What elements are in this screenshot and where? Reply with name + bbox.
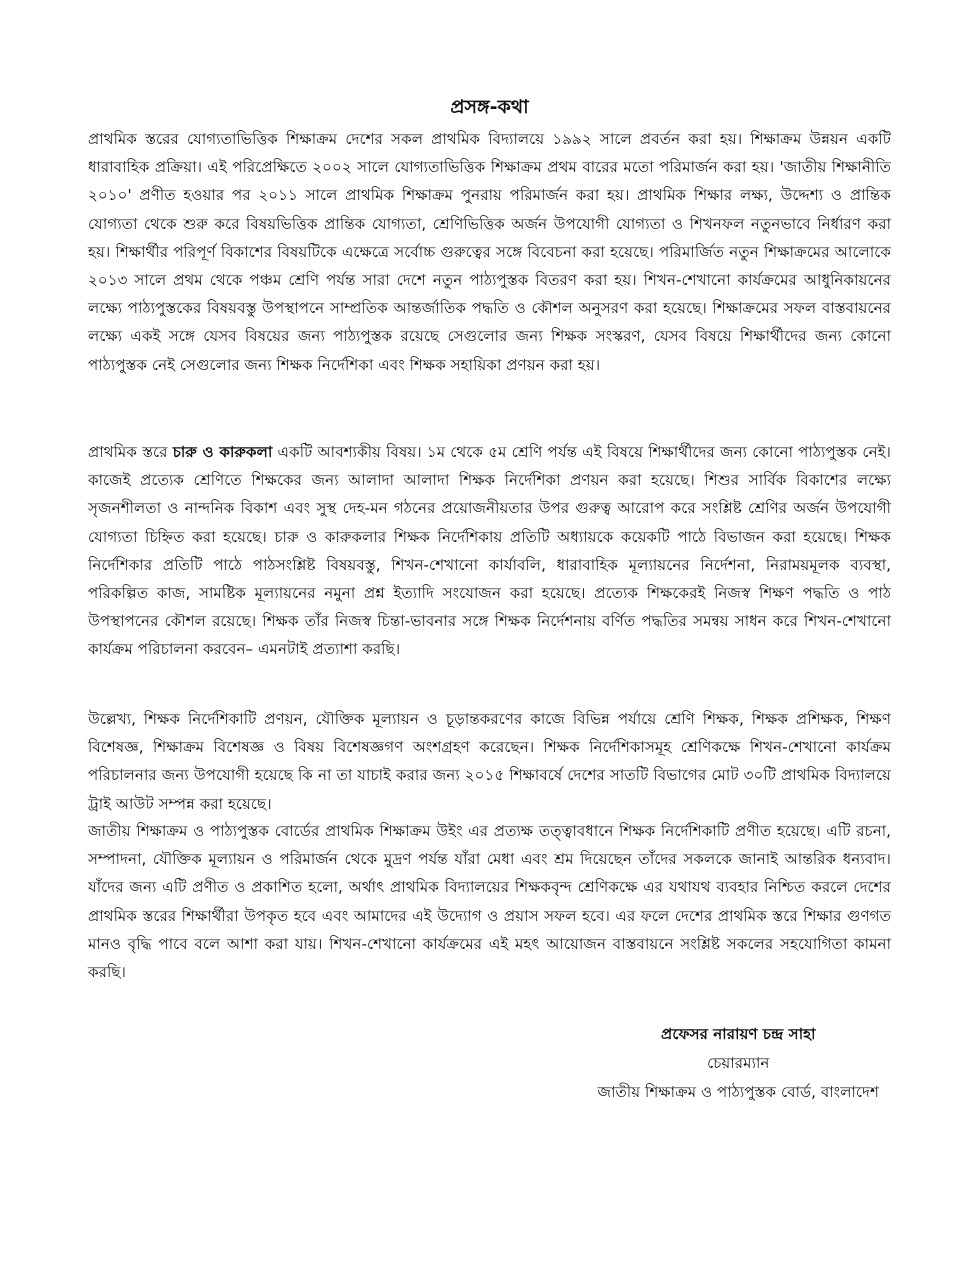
paragraph-2: [88, 438, 891, 664]
paragraph-3: উল্লেখ্য, শিক্ষক নির্দেশিকাটি প্রণয়ন, যৌক্তিক মূল্যায়ন ও চূড়ান্তকরণের কাজে বিভিন্ন পর্যায়ে শ্রেণি শিক্ষক, শিক্ষক প্রশিক্ষক, শিক্ষণ বিশেষজ্ঞ, শিক্ষাক্রম বিশেষজ্ঞ ও বিষয় বিশেষজ্ঞগণ অংশগ্রহণ করেছেন। শিক্ষক নির্দেশিকাসমূহ শ্রেণিকক্ষে শিখন-শেখানো কার্যক্রম পরিচালনার জন্য উপযোগী হয়েছে কি না তা যাচাই করার জন্য ২০১৫ শিক্ষাবর্ষে দেশের সাতটি বিভাগের মোট ৩০টি প্রাথমিক বিদ্যালয়ে ট্রাই আউট সম্পন্ন করা হয়েছে।: [88, 710, 891, 813]
paragraph-1: প্রাথমিক স্তরের যোগ্যতাভিত্তিক শিক্ষাক্রম দেশের সকল প্রাথমিক বিদ্যালয়ে ১৯৯২ সালে প্রবর্তন করা হয়। শিক্ষাক্রম উন্নয়ন একটি ধারাবাহিক প্রক্রিয়া। এই পরিপ্রেক্ষিতে ২০০২ সালে যোগ্যতাভিত্তিক শিক্ষাক্রম প্রথম বারের মতো পরিমার্জন করা হয়। 'জাতীয় শিক্ষানীতি ২০১০' প্রণীত হওয়ার পর ২০১১ সালে প্রাথমিক শিক্ষাক্রম পুনরায় পরিমার্জন করা হয়। প্রাথমিক শিক্ষার লক্ষ্য, উদ্দেশ্য ও প্রান্তিক যোগ্যতা থেকে শুরু করে বিষয়ভিত্তিক প্রান্তিক যোগ্যতা, শ্রেণিভিত্তিক অর্জন উপযোগী যোগ্যতা ও শিখনফল নতুনভাবে নির্ধারণ করা হয়। শিক্ষার্থীর পরিপূর্ণ বিকাশের বিষয়টিকে এক্ষেত্রে সর্বোচ্চ গুরুত্বের সঙ্গে বিবেচনা করা হয়েছে। পরিমার্জিত নতুন শিক্ষাক্রমের আলোকে ২০১৩ সালে প্রথম থেকে পঞ্চম শ্রেণি পর্যন্ত সারা দেশে নতুন পাঠ্যপুস্তক বিতরণ করা হয়। শিখন-শেখানো কার্যক্রমের আধুনিকায়নের লক্ষ্যে পাঠ্যপুস্তকের বিষয়বস্তু উপস্থাপনে সাম্প্রতিক আন্তর্জাতিক পদ্ধতি ও কৌশল অনুসরণ করা হয়েছে। শিক্ষাক্রমের সফল বাস্তবায়নের লক্ষ্যে একই সঙ্গে যেসব বিষয়ের জন্য পাঠ্যপুস্তক রয়েছে সেগুলোর জন্য শিক্ষক সংস্করণ, যেসব বিষয়ে শিক্ষার্থীদের জন্য কোনো পাঠ্যপুস্তক নেই সেগুলোর জন্য শিক্ষক নির্দেশিকা এবং শিক্ষক সহায়িকা প্রণয়ন করা হয়।: [88, 130, 891, 374]
signatory-organization: জাতীয় শিক্ষাক্রম ও পাঠ্যপুস্তক বোর্ড, বাংলাদেশ: [597, 1083, 879, 1101]
signatory-designation: চেয়ারম্যান: [707, 1054, 770, 1072]
signature-block: [598, 1020, 879, 1107]
paragraph-2-rest: একটি আবশ্যকীয় বিষয়। ১ম থেকে ৫ম শ্রেণি পর্যন্ত এই বিষয়ে শিক্ষার্থীদের জন্য কোনো পাঠ্যপুস্তক নেই। কাজেই প্রত্যেক শ্রেণিতে শিক্ষকের জন্য আলাদা আলাদা শিক্ষক নির্দেশিকা প্রণয়ন করা হয়েছে। শিশুর সার্বিক বিকাশের লক্ষ্যে সৃজনশীলতা ও নান্দনিক বিকাশ এবং সুস্থ দেহ-মন গঠনের প্রয়োজনীয়তার উপর গুরুত্ব আরোপ করে সংশ্লিষ্ট শ্রেণির অর্জন উপযোগী যোগ্যতা চিহ্নিত করা হয়েছে। চারু ও কারুকলার শিক্ষক নির্দেশিকায় প্রতিটি অধ্যায়কে কয়েকটি পাঠে বিভাজন করা হয়েছে। শিক্ষক নির্দেশিকার প্রতিটি পাঠে পাঠসংশ্লিষ্ট বিষয়বস্তু, শিখন-শেখানো কার্যাবলি, ধারাবাহিক মূল্যায়নের নির্দেশনা, নিরাময়মূলক ব্যবস্থা, পরিকল্পিত কাজ, সামষ্টিক মূল্যায়নের নমুনা প্রশ্ন ইত্যাদি সংযোজন করা হয়েছে। প্রত্যেক শিক্ষকেরই নিজস্ব শিক্ষণ পদ্ধতি ও পাঠ উপস্থাপনের কৌশল রয়েছে। শিক্ষক তাঁর নিজস্ব চিন্তা-ভাবনার সঙ্গে শিক্ষক নির্দেশনায় বর্ণিত পদ্ধতির সমন্বয় সাধন করে শিখন-শেখানো কার্যক্রম পরিচালনা করবেন– এমনটাই প্রত্যাশা করছি।: [88, 443, 891, 659]
signatory-name: প্রফেসর নারায়ণ চন্দ্র সাহা: [661, 1025, 816, 1043]
paragraph-4: জাতীয় শিক্ষাক্রম ও পাঠ্যপুস্তক বোর্ডের প্রাথমিক শিক্ষাক্রম উইং এর প্রত্যক্ষ তত্ত্বাবধানে শিক্ষক নির্দেশিকাটি প্রণীত হয়েছে। এটি রচনা, সম্পাদনা, যৌক্তিক মূল্যায়ন ও পরিমার্জন থেকে মুদ্রণ পর্যন্ত যাঁরা মেধা এবং শ্রম দিয়েছেন তাঁদের সকলকে জানাই আন্তরিক ধন্যবাদ। যাঁদের জন্য এটি প্রণীত ও প্রকাশিত হলো, অর্থাৎ প্রাথমিক বিদ্যালয়ের শিক্ষকবৃন্দ শ্রেণিকক্ষে এর যথাযথ ব্যবহার নিশ্চিত করলে দেশের প্রাথমিক স্তরের শিক্ষার্থীরা উপকৃত হবে এবং আমাদের এই উদ্যোগ ও প্রয়াস সফল হবে। এর ফলে দেশের প্রাথমিক স্তরে শিক্ষার গুণগত মানও বৃদ্ধি পাবে বলে আশা করা যায়। শিখন-শেখানো কার্যক্রমের এই মহৎ আয়োজন বাস্তবায়নে সংশ্লিষ্ট সকলের সহযোগিতা কামনা করছি।: [88, 822, 891, 982]
subject-name: চারু ও কারুকলা: [172, 443, 273, 461]
page-title: প্রসঙ্গ-কথা: [450, 96, 529, 118]
document-page: [88, 0, 891, 1280]
paragraph-2-start: প্রাথমিক স্তরে: [88, 443, 173, 461]
